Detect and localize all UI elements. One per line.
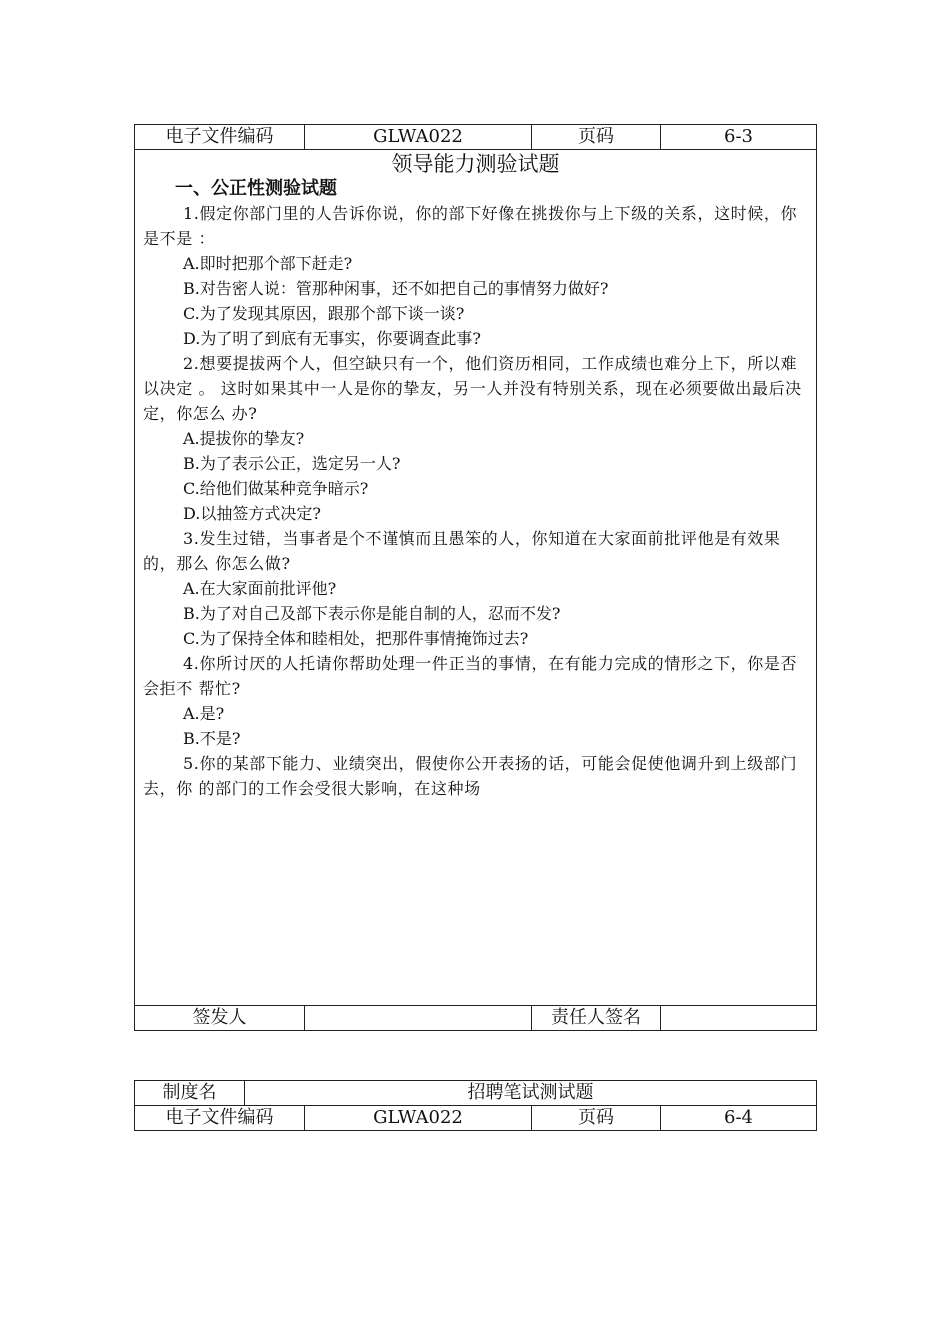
- section-heading: 一、公正性测验试题: [175, 178, 337, 199]
- code-label-2: 电子文件编码: [135, 1106, 305, 1131]
- policy-label: 制度名: [135, 1081, 245, 1106]
- code-value: GLWA022: [305, 125, 532, 150]
- page-value-2: 6-4: [661, 1106, 817, 1131]
- answer-option: B.不是?: [183, 729, 241, 748]
- answer-option: A.即时把那个部下赶走?: [183, 254, 353, 273]
- code-label: 电子文件编码: [135, 125, 305, 150]
- page-label: 页码: [532, 125, 661, 150]
- question-text: 4.你所讨厌的人托请你帮助处理一件正当的事情，在有能力完成的情形之下，你是否会拒不 帮忙?: [143, 654, 798, 698]
- answer-option: A.在大家面前批评他?: [183, 579, 337, 598]
- question-list: [135, 201, 816, 801]
- next-page-header-table: [134, 1080, 817, 1131]
- page-label-2: 页码: [532, 1106, 661, 1131]
- answer-option: C.为了保持全体和睦相处，把那件事情掩饰过去?: [183, 629, 529, 648]
- signature-row: [135, 1006, 817, 1031]
- answer-option: B.为了表示公正，选定另一人?: [183, 454, 401, 473]
- code-row: [135, 1106, 817, 1131]
- issuer-label: 签发人: [135, 1006, 305, 1031]
- answer-option: C.给他们做某种竞争暗示?: [183, 479, 369, 498]
- answer-option: A.是?: [183, 704, 225, 723]
- document-title: 领导能力测验试题: [391, 152, 560, 176]
- policy-value: 招聘笔试测试题: [245, 1081, 817, 1106]
- question-text: 5.你的某部下能力、业绩突出，假使你公开表扬的话，可能会促使他调升到上级部门去，你 的部门的工作会受很大影响，在这种场: [143, 754, 798, 798]
- content-cell: [135, 150, 817, 1006]
- content-row: [135, 150, 817, 1006]
- answer-option: C.为了发现其原因，跟那个部下谈一谈?: [183, 304, 465, 323]
- policy-row: [135, 1081, 817, 1106]
- header-row: [135, 125, 817, 150]
- question-text: 2.想要提拔两个人，但空缺只有一个，他们资历相同，工作成绩也难分上下，所以难以决定 。 这时如果其中一人是你的挚友，另一人并没有特别关系，现在必须要做出最后决定，你怎么 办?: [143, 354, 802, 423]
- question-text: 1.假定你部门里的人告诉你说，你的部下好像在挑拨你与上下级的关系，这时候，你是不是 ：: [143, 204, 798, 248]
- issuer-signature-field[interactable]: [305, 1006, 532, 1031]
- answer-option: B.为了对自己及部下表示你是能自制的人，忍而不发?: [183, 604, 561, 623]
- document-form-table: [134, 124, 817, 1031]
- responsible-signature-field[interactable]: [661, 1006, 817, 1031]
- page-value: 6-3: [661, 125, 817, 150]
- question-text: 3.发生过错，当事者是个不谨慎而且愚笨的人，你知道在大家面前批评他是有效果的，那么 你怎么做?: [143, 529, 781, 573]
- code-value-2: GLWA022: [305, 1106, 532, 1131]
- responsible-label: 责任人签名: [532, 1006, 661, 1031]
- answer-option: D.为了明了到底有无事实，你要调查此事?: [183, 329, 481, 348]
- answer-option: D.以抽签方式决定?: [183, 504, 321, 523]
- answer-option: B.对告密人说：管那种闲事，还不如把自己的事情努力做好?: [183, 279, 609, 298]
- answer-option: A.提拔你的挚友?: [183, 429, 305, 448]
